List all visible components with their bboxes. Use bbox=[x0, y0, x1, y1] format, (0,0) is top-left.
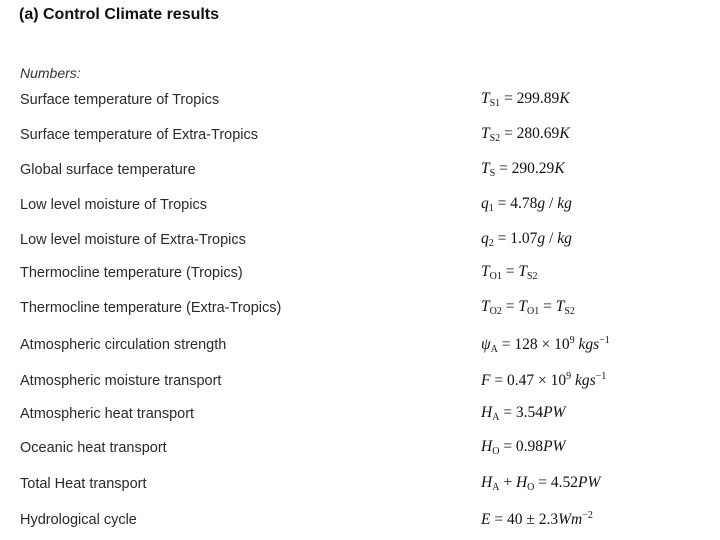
result-formula: $H_A = 3.54PW$ bbox=[481, 404, 566, 423]
result-label: Surface temperature of Extra-Tropics bbox=[20, 127, 258, 143]
result-formula: $T_S = 290.29K$ bbox=[481, 160, 565, 179]
result-label: Oceanic heat transport bbox=[20, 440, 167, 456]
result-formula: $T_{S2} = 280.69K$ bbox=[481, 125, 570, 144]
result-formula: $T_{O2} = T_{O1} = T_{S2}$ bbox=[481, 298, 575, 317]
result-row bbox=[0, 512, 720, 534]
result-row bbox=[0, 440, 720, 462]
result-row bbox=[0, 162, 720, 184]
result-label: Atmospheric heat transport bbox=[20, 406, 195, 422]
result-row bbox=[0, 337, 720, 359]
result-row bbox=[0, 476, 720, 498]
result-formula: $q_2 = 1.07g$ / kg bbox=[481, 230, 572, 249]
result-label: Global surface temperature bbox=[20, 162, 196, 178]
result-formula: $\psi_A = 128 \times 10^9$ kgs$^{-1}$ bbox=[481, 335, 610, 355]
result-label: Thermocline temperature (Tropics) bbox=[20, 265, 243, 281]
result-formula: $T_{O1} = T_{S2}$ bbox=[481, 263, 538, 282]
result-row bbox=[0, 373, 720, 395]
result-row bbox=[0, 92, 720, 114]
result-label: Low level moisture of Extra-Tropics bbox=[20, 232, 246, 248]
result-row bbox=[0, 406, 720, 428]
result-row bbox=[0, 197, 720, 219]
result-formula: $H_O = 0.98PW$ bbox=[481, 438, 566, 457]
result-label: Hydrological cycle bbox=[20, 512, 137, 528]
page-title: (a) Control Climate results bbox=[19, 6, 220, 23]
result-formula: $F = 0.47 \times 10^9$ kgs$^{-1}$ bbox=[481, 371, 607, 389]
result-formula: $E = 40 \pm 2.3Wm^{-2}$ bbox=[481, 510, 593, 528]
result-row bbox=[0, 265, 720, 287]
result-label: Atmospheric circulation strength bbox=[20, 337, 227, 353]
result-row bbox=[0, 300, 720, 322]
result-formula: $H_A + H_O = 4.52PW$ bbox=[481, 474, 601, 493]
section-subtitle: Numbers: bbox=[20, 65, 81, 81]
result-formula: $q_1 = 4.78g$ / kg bbox=[481, 195, 572, 214]
result-label: Surface temperature of Tropics bbox=[20, 92, 220, 108]
result-formula: $T_{S1} = 299.89K$ bbox=[481, 90, 570, 109]
result-row bbox=[0, 127, 720, 149]
result-label: Low level moisture of Tropics bbox=[20, 197, 207, 213]
result-label: Total Heat transport bbox=[20, 476, 147, 492]
result-label: Thermocline temperature (Extra-Tropics) bbox=[20, 300, 282, 316]
result-row bbox=[0, 232, 720, 254]
result-label: Atmospheric moisture transport bbox=[20, 373, 222, 389]
